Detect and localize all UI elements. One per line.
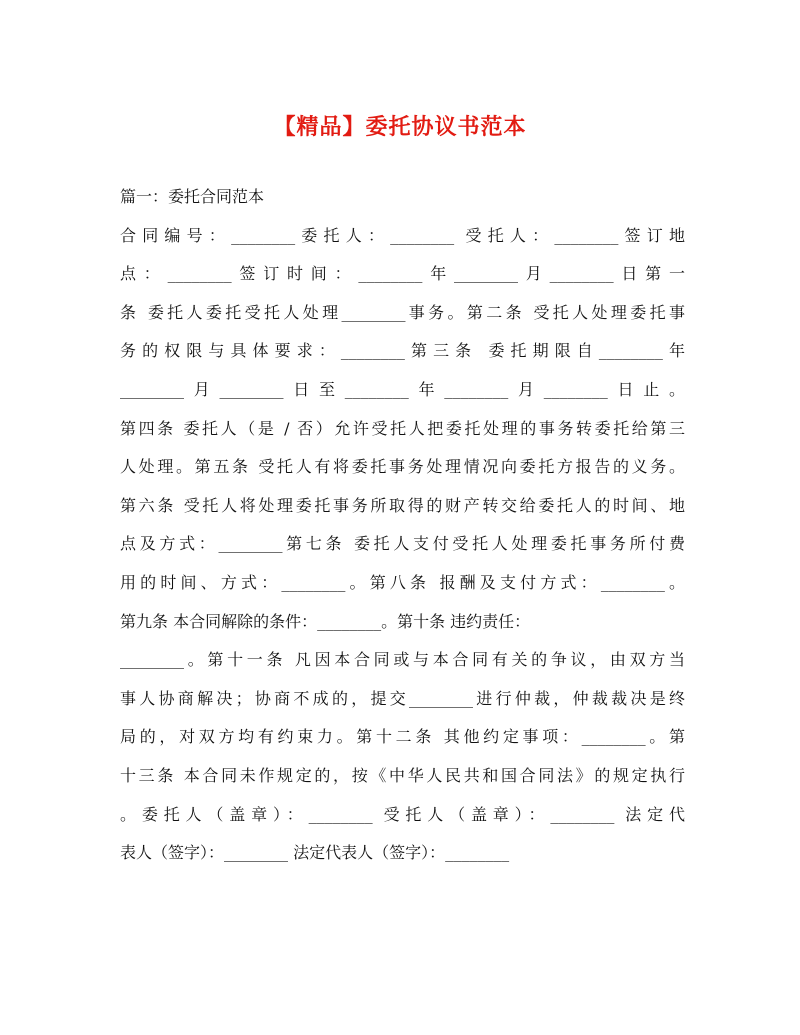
document-title: 【精品】委托协议书范本 <box>273 114 527 140</box>
body-line: 务的权限与具体要求：________第三条 委托期限自________年 <box>120 341 685 361</box>
body-line: 第六条 受托人将处理委托事务所取得的财产转交给委托人的时间、地 <box>120 495 685 515</box>
body-line: 第四条 委托人（是 / 否）允许受托人把委托处理的事务转委托给第三 <box>120 418 685 438</box>
body-line: ________。第十一条 凡因本合同或与本合同有关的争议，由双方当 <box>120 650 685 670</box>
body-line: 合同编号：________委托人：________ 受托人：________签订地 <box>120 225 685 245</box>
body-line: 表人（签字）：________ 法定代表人（签字）：________ <box>120 843 510 863</box>
document-body <box>120 182 685 877</box>
body-line: 点：________签订时间：________年________月________日第一 <box>120 264 685 284</box>
body-line: 人处理。第五条 受托人有将委托事务处理情况向委托方报告的义务。 <box>120 457 685 477</box>
body-line: 十三条 本合同未作规定的，按《中华人民共和国合同法》的规定执行 <box>120 765 685 785</box>
body-line: 局的，对双方均有约束力。第十二条 其他约定事项：________。第 <box>120 727 685 747</box>
body-line: 点及方式：________第七条 委托人支付受托人处理委托事务所付费 <box>120 534 685 554</box>
body-line: ________月________日至________年________月________日止。 <box>120 379 685 399</box>
section-heading: 篇一：委托合同范本 <box>120 187 265 206</box>
body-line: 。委托人（盖章）：________ 受托人（盖章）：________ 法定代 <box>120 804 685 824</box>
body-line: 第九条 本合同解除的条件：________。第十条 违约责任： <box>120 611 531 631</box>
body-line: 条 委托人委托受托人处理________事务。第二条 受托人处理委托事 <box>120 302 685 322</box>
body-line: 事人协商解决；协商不成的，提交________进行仲裁，仲裁裁决是终 <box>120 688 685 708</box>
body-line: 用的时间、方式：________。第八条 报酬及支付方式：________。 <box>120 572 685 592</box>
